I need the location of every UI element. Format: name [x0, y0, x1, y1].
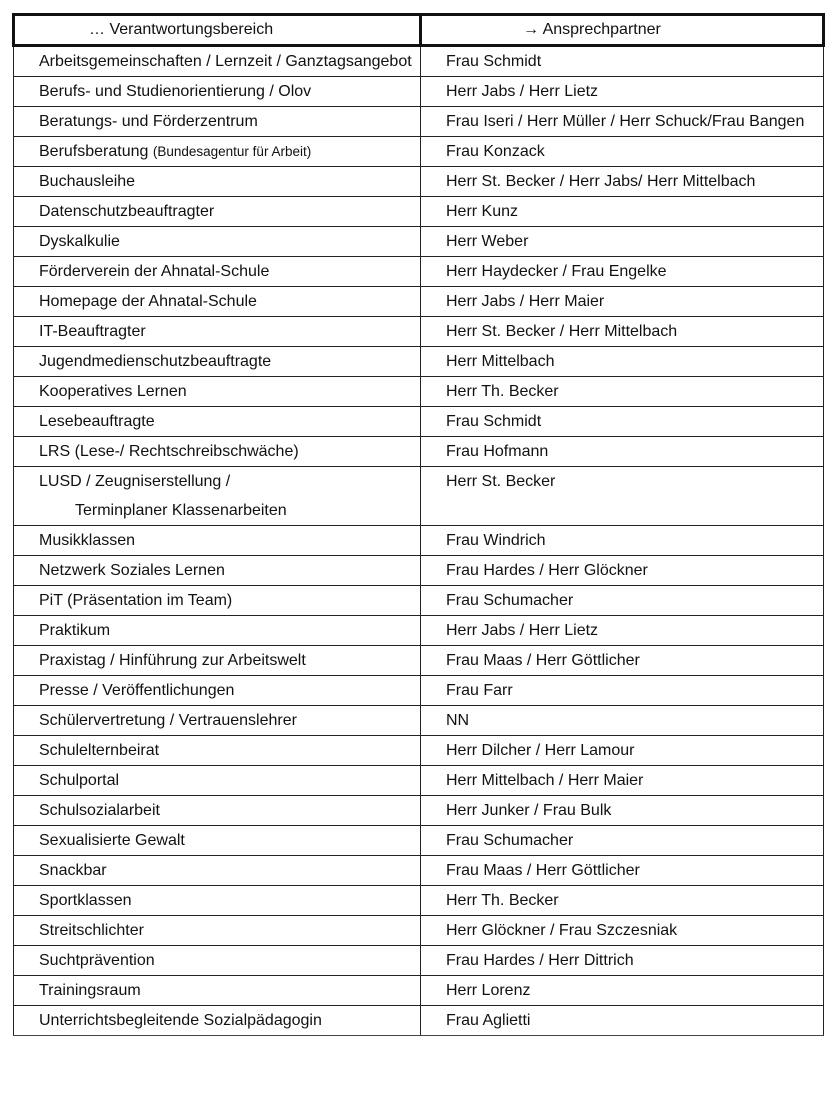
table-row: [14, 616, 824, 646]
contact-cell: [421, 287, 824, 317]
contact-text: Frau Farr: [446, 682, 513, 699]
area-text: Schülervertretung / Vertrauenslehrer: [39, 712, 297, 729]
contact-cell: [421, 796, 824, 826]
table-row: [14, 137, 824, 167]
area-text: Dyskalkulie: [39, 233, 120, 250]
contact-cell: [421, 556, 824, 586]
contact-cell: [421, 946, 824, 976]
contact-cell: [421, 257, 824, 287]
header-row: [14, 15, 824, 46]
area-cell: [14, 197, 421, 227]
area-text: Snackbar: [39, 862, 107, 879]
contact-text: Herr Dilcher / Herr Lamour: [446, 742, 635, 759]
contact-cell: [421, 616, 824, 646]
contact-text: Frau Hofmann: [446, 443, 549, 460]
contact-cell: [421, 137, 824, 167]
contact-cell: [421, 437, 824, 467]
table-row: [14, 736, 824, 766]
responsibility-table: [12, 13, 825, 1036]
area-cell: [14, 676, 421, 706]
area-cell: [14, 407, 421, 437]
header-contact: → Ansprechpartner: [421, 15, 824, 46]
area-text: Beratungs- und Förderzentrum: [39, 113, 258, 130]
area-text: Presse / Veröffentlichungen: [39, 682, 235, 699]
contact-text: Frau Aglietti: [446, 1012, 531, 1029]
area-cell: [14, 616, 421, 646]
contact-cell: [421, 826, 824, 856]
contact-text: Frau Hardes / Herr Glöckner: [446, 562, 648, 579]
area-text: Sportklassen: [39, 892, 132, 909]
table-row: [14, 796, 824, 826]
table-row: [14, 556, 824, 586]
contact-cell: [421, 586, 824, 616]
contact-text: Frau Maas / Herr Göttlicher: [446, 862, 640, 879]
area-cell: [14, 706, 421, 736]
area-text: Lesebeauftragte: [39, 413, 155, 430]
area-cell: [14, 107, 421, 137]
contact-text: Frau Schmidt: [446, 413, 542, 430]
table-row: [14, 856, 824, 886]
contact-cell: [421, 167, 824, 197]
contact-text: Frau Schmidt: [446, 53, 542, 70]
area-cell: [14, 77, 421, 107]
table-row: [14, 946, 824, 976]
contact-cell: [421, 706, 824, 736]
area-cell: [14, 227, 421, 257]
contact-text: Herr Weber: [446, 233, 529, 250]
area-cell: [14, 347, 421, 377]
table-row: [14, 347, 824, 377]
contact-cell: [421, 856, 824, 886]
area-text: Schulportal: [39, 772, 120, 789]
area-note: (Bundesagentur für Arbeit): [152, 144, 312, 159]
table-body: [14, 46, 824, 1036]
contact-text: Herr St. Becker / Herr Mittelbach: [446, 323, 678, 340]
contact-cell: [421, 886, 824, 916]
area-cell: [14, 856, 421, 886]
contact-cell: [421, 107, 824, 137]
contact-cell: [421, 197, 824, 227]
contact-cell: [421, 916, 824, 946]
table-row: [14, 317, 824, 347]
table-row: [14, 407, 824, 437]
contact-cell: [421, 736, 824, 766]
contact-text: Herr Mittelbach / Herr Maier: [446, 772, 644, 789]
area-text: Schulsozialarbeit: [39, 802, 160, 819]
table-row: [14, 287, 824, 317]
area-cell: [14, 1006, 421, 1036]
contact-cell: [421, 46, 824, 77]
area-text: Homepage der Ahnatal-Schule: [39, 293, 257, 310]
contact-text: Frau Iseri / Herr Müller / Herr Schuck/Frau Bangen: [446, 113, 805, 130]
table-row: [14, 77, 824, 107]
contact-cell: [421, 646, 824, 676]
area-text-line2: Terminplaner Klassenarbeiten: [75, 502, 287, 519]
area-cell: [14, 467, 421, 526]
contact-cell: [421, 526, 824, 556]
area-text: Schulelternbeirat: [39, 742, 160, 759]
table-row: [14, 437, 824, 467]
area-text: IT-Beauftragter: [39, 323, 146, 340]
table-row: [14, 46, 824, 77]
table-row: [14, 766, 824, 796]
area-text: Streitschlichter: [39, 922, 144, 939]
contact-cell: [421, 377, 824, 407]
area-cell: [14, 137, 421, 167]
area-cell: [14, 526, 421, 556]
header-area: … Verantwortungsbereich: [14, 15, 421, 46]
area-cell: [14, 736, 421, 766]
area-cell: [14, 946, 421, 976]
contact-text: Frau Maas / Herr Göttlicher: [446, 652, 640, 669]
area-text: Praktikum: [39, 622, 111, 639]
contact-text: Herr Jabs / Herr Lietz: [446, 622, 599, 639]
contact-text: Herr Glöckner / Frau Szczesniak: [446, 922, 678, 939]
contact-cell: [421, 467, 824, 526]
contact-cell: [421, 1006, 824, 1036]
table-row: [14, 676, 824, 706]
area-cell: [14, 257, 421, 287]
contact-text: Herr Mittelbach: [446, 353, 555, 370]
area-text: LRS (Lese-/ Rechtschreibschwäche): [39, 443, 299, 460]
table-row: [14, 167, 824, 197]
area-text: LUSD / Zeugniserstellung /: [39, 473, 231, 490]
area-text: Datenschutzbeauftragter: [39, 203, 215, 220]
area-text: Buchausleihe: [39, 173, 136, 190]
table-row: [14, 526, 824, 556]
area-cell: [14, 167, 421, 197]
table-row: [14, 916, 824, 946]
table-row: [14, 646, 824, 676]
contact-text: Frau Windrich: [446, 532, 546, 549]
table-row: [14, 227, 824, 257]
area-cell: [14, 317, 421, 347]
area-cell: [14, 976, 421, 1006]
table-row: [14, 257, 824, 287]
area-cell: [14, 46, 421, 77]
area-text: Trainingsraum: [39, 982, 141, 999]
contact-cell: [421, 227, 824, 257]
table-row: [14, 976, 824, 1006]
area-cell: [14, 437, 421, 467]
contact-text: Frau Schumacher: [446, 832, 574, 849]
area-cell: [14, 886, 421, 916]
area-cell: [14, 556, 421, 586]
contact-text: Herr Jabs / Herr Maier: [446, 293, 605, 310]
contact-text: Herr Lorenz: [446, 982, 531, 999]
contact-text: Frau Schumacher: [446, 592, 574, 609]
area-cell: [14, 287, 421, 317]
area-text: Berufsberatung: [39, 143, 149, 160]
contact-cell: [421, 766, 824, 796]
contact-cell: [421, 317, 824, 347]
table-row: [14, 886, 824, 916]
area-cell: [14, 796, 421, 826]
contact-text: Herr Th. Becker: [446, 383, 559, 400]
table-row: [14, 107, 824, 137]
area-cell: [14, 916, 421, 946]
contact-text: Frau Hardes / Herr Dittrich: [446, 952, 634, 969]
table-row: [14, 586, 824, 616]
area-text: Praxistag / Hinführung zur Arbeitswelt: [39, 652, 306, 669]
area-text: Berufs- und Studienorientierung / Olov: [39, 83, 312, 100]
contact-text: Herr Jabs / Herr Lietz: [446, 83, 599, 100]
area-text: Suchtprävention: [39, 952, 155, 969]
contact-text: Herr St. Becker / Herr Jabs/ Herr Mittelbach: [446, 173, 756, 190]
area-text: Netzwerk Soziales Lernen: [39, 562, 225, 579]
area-cell: [14, 377, 421, 407]
contact-cell: [421, 407, 824, 437]
contact-cell: [421, 676, 824, 706]
area-text: Musikklassen: [39, 532, 136, 549]
contact-cell: [421, 347, 824, 377]
contact-text: Herr Kunz: [446, 203, 519, 220]
contact-text: Herr Th. Becker: [446, 892, 559, 909]
contact-cell: [421, 976, 824, 1006]
table-row: [14, 377, 824, 407]
table-row: [14, 1006, 824, 1036]
contact-cell: [421, 77, 824, 107]
contact-text: NN: [446, 712, 470, 729]
contact-text: Herr St. Becker: [446, 473, 556, 490]
contact-text: Herr Haydecker / Frau Engelke: [446, 263, 667, 280]
area-text: Arbeitsgemeinschaften / Lernzeit / Ganztagsangebot: [39, 53, 412, 70]
contact-text: Herr Junker / Frau Bulk: [446, 802, 612, 819]
area-cell: [14, 586, 421, 616]
area-text: Kooperatives Lernen: [39, 383, 187, 400]
area-text: PiT (Präsentation im Team): [39, 592, 233, 609]
area-cell: [14, 766, 421, 796]
table-row: [14, 826, 824, 856]
area-cell: [14, 826, 421, 856]
table-row: [14, 467, 824, 526]
area-text: Unterrichtsbegleitende Sozialpädagogin: [39, 1012, 322, 1029]
table-row: [14, 706, 824, 736]
table-row: [14, 197, 824, 227]
area-text: Jugendmedienschutzbeauftragte: [39, 353, 272, 370]
area-cell: [14, 646, 421, 676]
contact-text: Frau Konzack: [446, 143, 545, 160]
area-text: Sexualisierte Gewalt: [39, 832, 185, 849]
area-text: Förderverein der Ahnatal-Schule: [39, 263, 270, 280]
